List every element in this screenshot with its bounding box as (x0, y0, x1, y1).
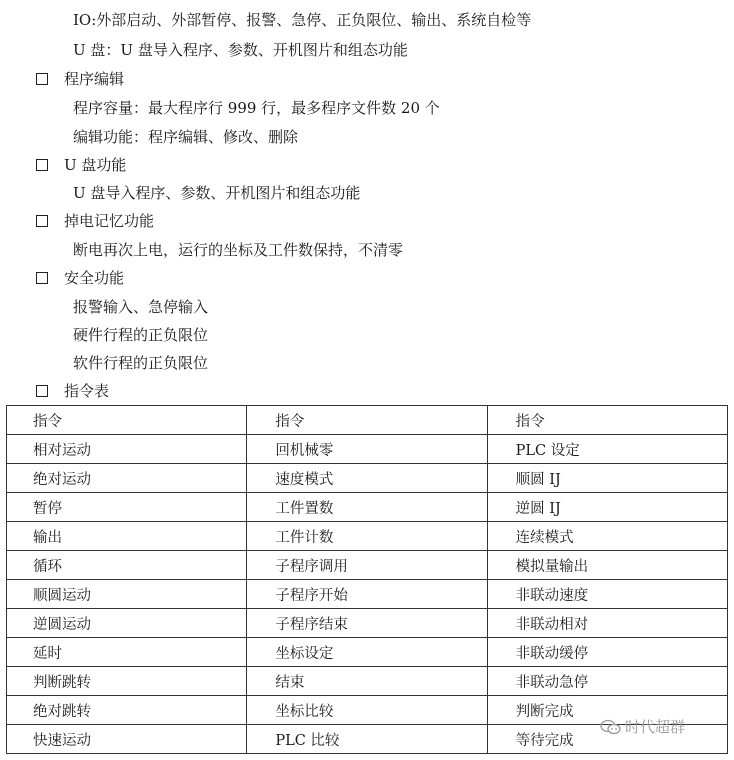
table-cell: 非联动缓停 (487, 638, 727, 667)
table-row (7, 609, 728, 638)
table-cell: 回机械零 (247, 435, 487, 464)
table-cell: 子程序开始 (247, 580, 487, 609)
table-cell: 模拟量输出 (487, 551, 727, 580)
section-title: 安全功能 (64, 269, 125, 287)
table-cell: 延时 (7, 638, 247, 667)
table-cell: 等待完成 (487, 725, 727, 754)
wechat-icon (600, 719, 622, 735)
safety-line: 软件行程的正负限位 (73, 354, 209, 372)
table-cell: 结束 (247, 667, 487, 696)
table-cell: 相对运动 (7, 435, 247, 464)
checkbox-square-icon (36, 272, 48, 284)
table-row (7, 638, 728, 667)
checkbox-square-icon (36, 385, 48, 397)
table-cell: 暂停 (7, 493, 247, 522)
section-udisk-function (36, 155, 126, 175)
table-cell: 子程序结束 (247, 609, 487, 638)
header-cell: 指令 (7, 406, 247, 435)
table-row (7, 493, 728, 522)
section-title: 掉电记忆功能 (64, 212, 155, 230)
table-cell: 连续模式 (487, 522, 727, 551)
checkbox-square-icon (36, 215, 48, 227)
table-cell: 判断跳转 (7, 667, 247, 696)
table-cell: 工件置数 (247, 493, 487, 522)
section-safety (36, 268, 124, 288)
section-program-edit (36, 69, 124, 89)
table-cell: 非联动急停 (487, 667, 727, 696)
table-cell: 工件计数 (247, 522, 487, 551)
section-command-table (36, 381, 109, 401)
table-cell: PLC 比较 (247, 725, 487, 754)
watermark-text: 时代超群 (625, 718, 686, 736)
checkbox-square-icon (36, 159, 48, 171)
table-row (7, 464, 728, 493)
table-cell: 判断完成 (487, 696, 727, 725)
table-cell: 绝对跳转 (7, 696, 247, 725)
table-row (7, 580, 728, 609)
program-capacity-line: 程序容量：最大程序行 999 行，最多程序文件数 20 个 (73, 99, 440, 117)
table-cell: 绝对运动 (7, 464, 247, 493)
table-row (7, 667, 728, 696)
table-cell: 循环 (7, 551, 247, 580)
table-header-row (7, 406, 728, 435)
command-table (6, 405, 728, 754)
header-cell: 指令 (247, 406, 487, 435)
table-cell: 非联动相对 (487, 609, 727, 638)
table-row (7, 551, 728, 580)
intro-io-line: IO:外部启动、外部暂停、报警、急停、正负限位、输出、系统自检等 (73, 11, 532, 29)
section-title: 程序编辑 (64, 70, 125, 88)
safety-line: 报警输入、急停输入 (73, 298, 209, 316)
table-cell: 输出 (7, 522, 247, 551)
table-row (7, 522, 728, 551)
checkbox-square-icon (36, 73, 48, 85)
safety-line: 硬件行程的正负限位 (73, 326, 209, 344)
table-cell: 速度模式 (247, 464, 487, 493)
watermark (600, 716, 685, 737)
section-power-memory (36, 211, 154, 231)
table-cell: 顺圆运动 (7, 580, 247, 609)
intro-udisk-line: U 盘：U 盘导入程序、参数、开机图片和组态功能 (73, 41, 408, 59)
table-cell: 坐标设定 (247, 638, 487, 667)
table-cell: 坐标比较 (247, 696, 487, 725)
udisk-function-line: U 盘导入程序、参数、开机图片和组态功能 (73, 184, 361, 202)
table-cell: 顺圆 IJ (487, 464, 727, 493)
table-cell: PLC 设定 (487, 435, 727, 464)
table-cell: 非联动速度 (487, 580, 727, 609)
table-cell: 逆圆 IJ (487, 493, 727, 522)
section-title: 指令表 (64, 382, 110, 400)
edit-function-line: 编辑功能：程序编辑、修改、删除 (73, 128, 299, 146)
table-cell: 子程序调用 (247, 551, 487, 580)
table-cell: 快速运动 (7, 725, 247, 754)
header-cell: 指令 (487, 406, 727, 435)
table-cell: 逆圆运动 (7, 609, 247, 638)
section-title: U 盘功能 (64, 156, 127, 174)
table-row (7, 435, 728, 464)
power-memory-line: 断电再次上电，运行的坐标及工件数保持，不清零 (73, 241, 404, 259)
